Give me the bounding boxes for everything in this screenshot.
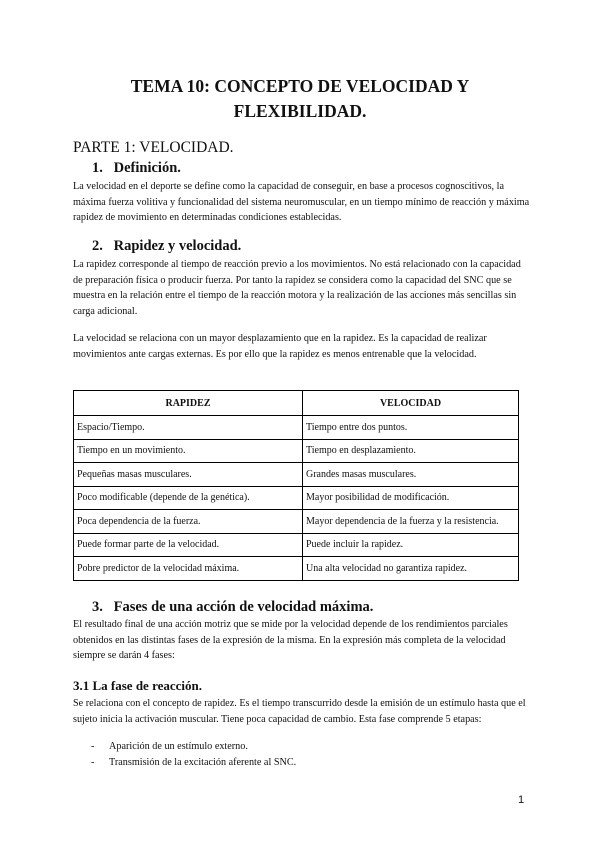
list-item: [73, 755, 523, 771]
section-3-heading: [92, 599, 373, 616]
comparison-table: [73, 390, 519, 581]
table-cell: Puede formar parte de la velocidad.: [74, 533, 303, 557]
bullet-dash: -: [91, 756, 95, 768]
section-3-1-heading: 3.1 La fase de reacción.: [73, 678, 203, 693]
section-1-title: Definición.: [113, 160, 181, 176]
table-row: [74, 510, 519, 534]
section-3-1-bullet-list: [73, 739, 523, 770]
section-1-number: 1.: [92, 160, 103, 176]
table-header-row: [74, 391, 519, 416]
section-3-number: 3.: [92, 599, 103, 615]
title-line-1: TEMA 10: CONCEPTO DE VELOCIDAD Y: [130, 76, 470, 96]
table-row: [74, 557, 519, 581]
table-row: [74, 486, 519, 510]
bullet-dash: -: [91, 741, 95, 752]
section-1-heading: [92, 160, 181, 177]
table-cell: Tiempo entre dos puntos.: [303, 416, 519, 440]
section-3-paragraph: El resultado final de una acción motriz que se mide por la velocidad depende de los rendimientos parciales obtenidos en las distintas fases de la expresión de la misma. En la expresión más completa de la velocidad siempre se darán 4 fases:: [73, 619, 508, 662]
section-3-title: Fases de una acción de velocidad máxima.: [113, 599, 374, 615]
table-cell: Grandes masas musculares.: [303, 463, 519, 487]
table-cell: Una alta velocidad no garantiza rapidez.: [303, 557, 519, 581]
table-cell: Mayor posibilidad de modificación.: [303, 486, 519, 510]
table-cell: Poco modificable (depende de la genética).: [74, 486, 303, 510]
table-cell: Pobre predictor de la velocidad máxima.: [74, 557, 303, 581]
table-cell: Espacio/Tiempo.: [74, 416, 303, 440]
table-cell: Mayor dependencia de la fuerza y la resistencia.: [303, 510, 519, 534]
section-1-paragraph: La velocidad en el deporte se define como la capacidad de conseguir, en base a procesos cognoscitivos, la máxima fuerza volitiva y funcionalidad del sistema neuromuscular, en un tiempo mínimo de reacción y máxima rapidez de movimiento en determinadas condiciones establecidas.: [73, 181, 530, 224]
section-2-heading: [92, 238, 241, 255]
table-row: [74, 416, 519, 440]
table-header-velocidad: VELOCIDAD: [303, 391, 519, 416]
section-2-number: 2.: [92, 238, 103, 254]
table-cell: Poca dependencia de la fuerza.: [74, 510, 303, 534]
section-3-1-paragraph: Se relaciona con el concepto de rapidez. Es el tiempo transcurrido desde la emisión de un estímulo hasta que el sujeto inicia la activación muscular. Tiene poca capacidad de cambio. Esta fase comprende 5 etapas:: [73, 698, 526, 725]
list-item-text: Transmisión de la excitación aferente al SNC.: [109, 756, 297, 768]
document-title: [60, 74, 540, 124]
table-cell: Pequeñas masas musculares.: [74, 463, 303, 487]
section-2-paragraph-2: La velocidad se relaciona con un mayor desplazamiento que en la rapidez. Es la capacidad de realizar movimientos ante cargas externas. Es por ello que la rapidez es menos entrenable que la velocidad.: [73, 333, 487, 360]
title-line-2: FLEXIBILIDAD.: [233, 101, 367, 121]
table-cell: Tiempo en un movimiento.: [74, 439, 303, 463]
section-2-title: Rapidez y velocidad.: [113, 238, 242, 254]
table-row: [74, 533, 519, 557]
table-row: [74, 439, 519, 463]
table-cell: Tiempo en desplazamiento.: [303, 439, 519, 463]
table-row: [74, 463, 519, 487]
page-number: 1: [518, 794, 525, 806]
table-cell: Puede incluir la rapidez.: [303, 533, 519, 557]
section-2-paragraph-1: La rapidez corresponde al tiempo de reacción previo a los movimientos. No está relacionado con la capacidad de preparación física o producir fuerza. Por tanto la rapidez se considera como la capacidad del SNC que se muestra en la relación entre el tiempo de la reacción motora y la realización de las acciones más sencillas sin carga adicional.: [73, 259, 521, 317]
table-header-rapidez: RAPIDEZ: [74, 391, 303, 416]
part-1-heading: PARTE 1: VELOCIDAD.: [73, 139, 234, 156]
list-item-text: Aparición de un estímulo externo.: [109, 741, 248, 752]
list-item: [73, 739, 523, 755]
